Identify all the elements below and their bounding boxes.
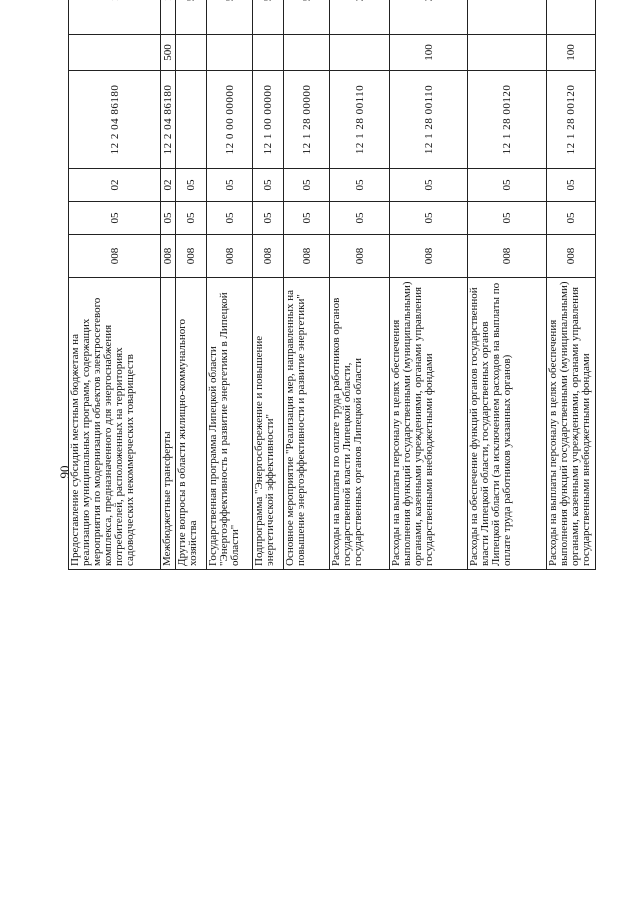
row-pr-cell: 05 (176, 169, 207, 202)
row-rz-cell: 05 (176, 202, 207, 235)
row-vr-cell (468, 35, 547, 71)
row-pr-cell: 02 (161, 169, 176, 202)
row-gr-cell: 008 (284, 235, 330, 278)
row-name-cell: Расходы на выплаты по оплате труда работников органов государственной власти Липецкой области, государственных органов Липецкой области (330, 278, 390, 570)
row-csr-cell: 12 2 04 86180 (161, 71, 176, 169)
row-gr-cell: 008 (468, 235, 547, 278)
row-vr-cell (176, 35, 207, 71)
row-rz-cell: 05 (468, 202, 547, 235)
table-row (207, 0, 253, 570)
row-pr-cell: 05 (390, 169, 468, 202)
budget-table (68, 0, 596, 570)
row-gr-cell: 008 (253, 235, 284, 278)
row-rz-cell: 05 (390, 202, 468, 235)
page-number: 90 (57, 465, 72, 479)
row-name-cell: Основное мероприятие "Реализация мер, направленных на повышение энергоэффективности и развитие энергетики" (284, 278, 330, 570)
table-row (284, 0, 330, 570)
row-vr-cell: 100 (390, 35, 468, 71)
row-csr-cell: 12 1 28 00120 (468, 71, 547, 169)
table-row (253, 0, 284, 570)
row-pr-cell: 05 (253, 169, 284, 202)
row-vr-cell (284, 35, 330, 71)
row-name-cell: Предоставление субсидий местным бюджетам на реализацию муниципальных программ, содержащих мероприятия по модернизации объектов электросетевого комплекса, предназначенного для энергоснабжения потребителей, расположенных на территориях садоводческих некоммерческих товариществ (69, 278, 161, 570)
row-rz-cell: 05 (253, 202, 284, 235)
row-rz-cell: 05 (547, 202, 596, 235)
budget-table-container (68, 0, 595, 570)
row-name-cell: Расходы на обеспечение функций органов государственной власти Липецкой области, государственных органов Липецкой области (за исключением расходов на выплаты по оплате труда работников указанных органов) (468, 278, 547, 570)
row-csr-cell: 12 1 28 00120 (547, 71, 596, 169)
row-name-cell: Межбюджетные трансферты (161, 278, 176, 570)
row-pr-cell: 05 (207, 169, 253, 202)
table-row (468, 0, 547, 570)
row-rz-cell: 05 (207, 202, 253, 235)
table-row (69, 0, 161, 570)
row-pr-cell: 05 (547, 169, 596, 202)
row-rz-cell: 05 (330, 202, 390, 235)
row-amount-year1-cell (253, 0, 284, 35)
row-amount-year1-cell (207, 0, 253, 35)
row-pr-cell: 02 (69, 169, 161, 202)
row-vr-cell: 100 (547, 35, 596, 71)
table-row (176, 0, 207, 570)
row-gr-cell: 008 (330, 235, 390, 278)
row-gr-cell: 008 (176, 235, 207, 278)
row-amount-year1-cell (330, 0, 390, 35)
row-pr-cell: 05 (468, 169, 547, 202)
row-amount-year1-cell (284, 0, 330, 35)
row-csr-cell: 12 1 28 00110 (390, 71, 468, 169)
row-name-cell: Подпрограмма "Энергосбережение и повышение энергетической эффективности" (253, 278, 284, 570)
row-amount-year1-cell (468, 0, 547, 35)
row-amount-year1-cell (69, 0, 161, 35)
row-gr-cell: 008 (390, 235, 468, 278)
row-amount-year1-cell (547, 0, 596, 35)
row-csr-cell: 12 0 00 00000 (207, 71, 253, 169)
table-row (161, 0, 176, 570)
row-gr-cell: 008 (207, 235, 253, 278)
row-gr-cell: 008 (161, 235, 176, 278)
row-pr-cell: 05 (284, 169, 330, 202)
row-pr-cell: 05 (330, 169, 390, 202)
row-rz-cell: 05 (284, 202, 330, 235)
row-csr-cell: 12 1 28 00000 (284, 71, 330, 169)
row-csr-cell: 12 1 28 00110 (330, 71, 390, 169)
row-amount-year1-cell (176, 0, 207, 35)
table-body (69, 0, 596, 570)
row-csr-cell (176, 71, 207, 169)
row-vr-cell: 500 (161, 35, 176, 71)
row-rz-cell: 05 (69, 202, 161, 235)
row-amount-year1-cell (161, 0, 176, 35)
row-gr-cell: 008 (69, 235, 161, 278)
rotated-page-frame (68, 43, 595, 879)
row-amount-year1-cell (390, 0, 468, 35)
table-row (390, 0, 468, 570)
row-vr-cell (330, 35, 390, 71)
table-row (330, 0, 390, 570)
table-row (547, 0, 596, 570)
row-vr-cell (253, 35, 284, 71)
row-csr-cell: 12 1 00 00000 (253, 71, 284, 169)
row-gr-cell: 008 (547, 235, 596, 278)
row-vr-cell (207, 35, 253, 71)
row-rz-cell: 05 (161, 202, 176, 235)
row-name-cell: Расходы на выплаты персоналу в целях обеспечения выполнения функций государственными (муниципальными) органами, казенными учреждениями, органами управления государственными внебюджетными фондами (390, 278, 468, 570)
row-name-cell: Другие вопросы в области жилищно-коммунального хозяйства (176, 278, 207, 570)
row-name-cell: Расходы на выплаты персоналу в целях обеспечения выполнения функций государственными (муниципальными) органами, казенными учреждениями, органами управления государственными внебюджетными фондами (547, 278, 596, 570)
row-name-cell: Государственная программа Липецкой области "Энергоэффективность и развитие энергетики в Липецкой области" (207, 278, 253, 570)
row-csr-cell: 12 2 04 86180 (69, 71, 161, 169)
row-vr-cell (69, 35, 161, 71)
